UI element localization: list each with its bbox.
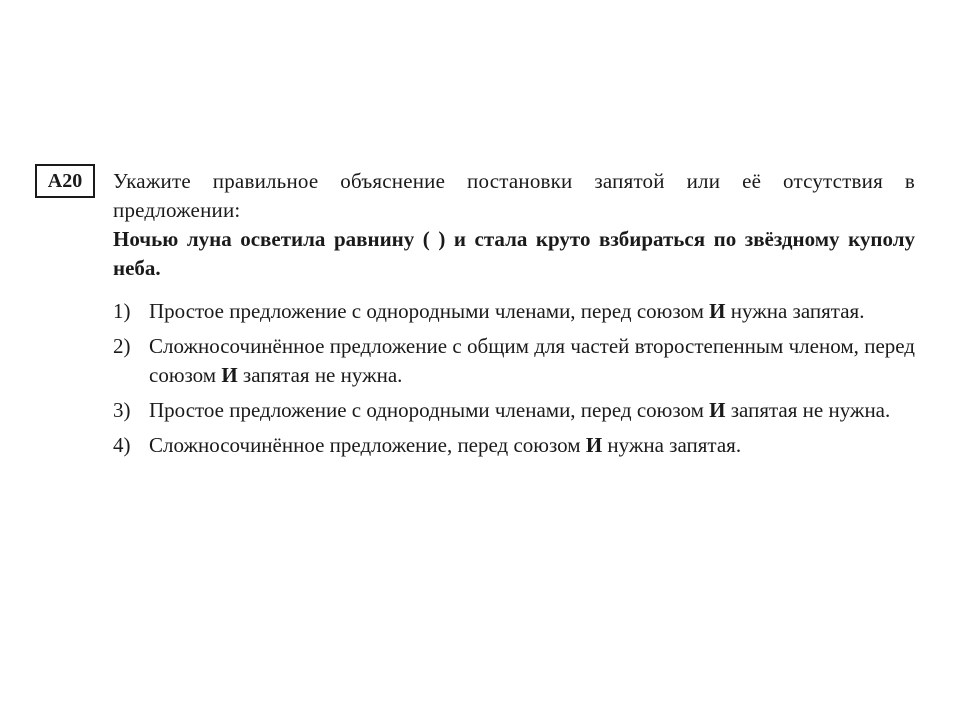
answer-option-3[interactable] — [113, 396, 915, 425]
option-text-after: нужна запятая. — [725, 299, 865, 323]
option-conjunction: И — [221, 363, 238, 387]
answer-option-4[interactable] — [113, 431, 915, 460]
option-conjunction: И — [585, 433, 603, 457]
option-text-before: Сложносочинённое предложение, перед союзом — [149, 433, 586, 457]
question-body — [113, 167, 915, 466]
option-text-after: запятая не нужна. — [237, 363, 403, 387]
option-number: 1) — [113, 299, 131, 323]
option-text-after: запятая не нужна. — [725, 398, 891, 422]
answer-option-1[interactable] — [113, 297, 915, 326]
question-sentence: Ночью луна осветила равнину ( ) и стала круто взбираться по звёздному куполу неба. — [113, 227, 915, 280]
option-number: 4) — [113, 433, 131, 457]
answer-options — [113, 297, 915, 460]
option-text — [149, 396, 915, 425]
option-conjunction: И — [709, 299, 726, 323]
question-number-badge: А20 — [35, 164, 95, 198]
option-text-before: Простое предложение с однородными членами, перед союзом — [149, 398, 710, 422]
option-text-before: Сложносочинённое предложение с общим для частей второстепенным членом, перед союзом — [149, 334, 915, 387]
option-text — [149, 297, 915, 326]
question-prompt: Укажите правильное объяснение постановки запятой или её отсутствия в предложении: — [113, 169, 915, 222]
option-number: 3) — [113, 398, 131, 422]
option-conjunction: И — [709, 398, 726, 422]
option-text-before: Простое предложение с однородными членами, перед союзом — [149, 299, 710, 323]
answer-option-2[interactable] — [113, 332, 915, 390]
option-text — [149, 431, 915, 460]
option-text — [149, 332, 915, 390]
option-text-after: нужна запятая. — [602, 433, 742, 457]
option-number: 2) — [113, 334, 131, 358]
